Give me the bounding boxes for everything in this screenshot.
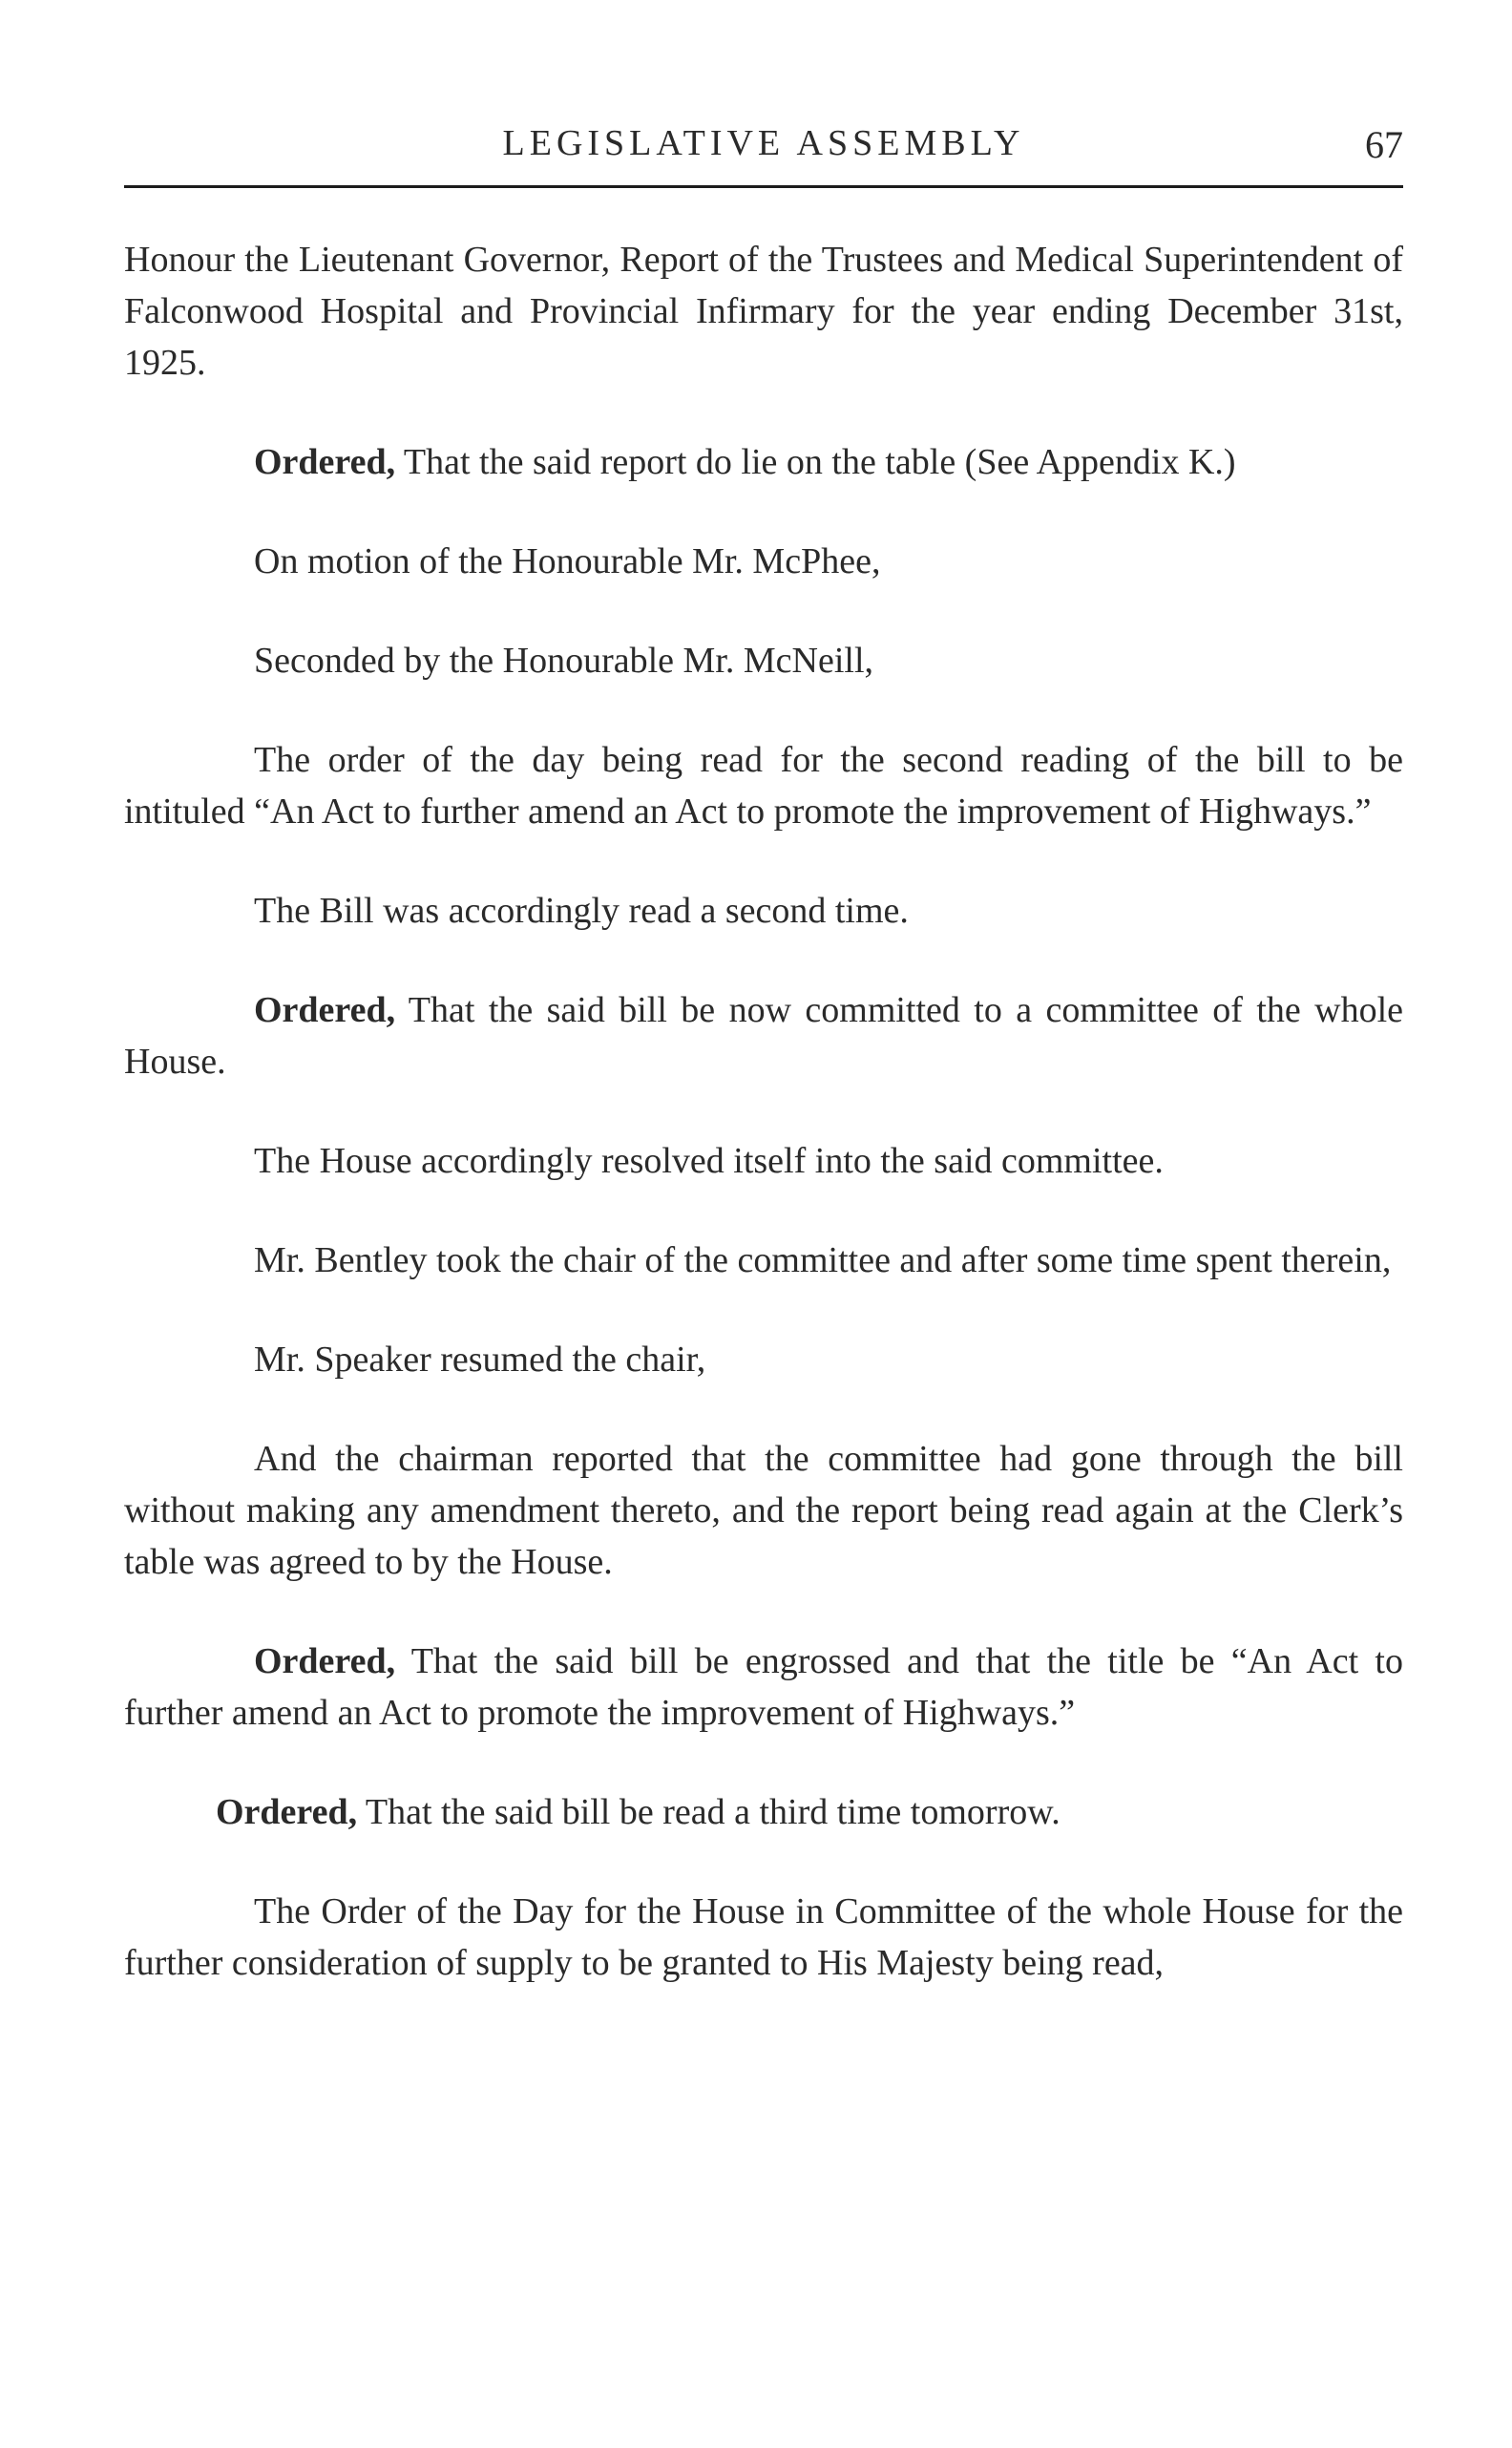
body-text [124, 234, 1403, 2036]
page-number: 67 [1365, 123, 1403, 166]
paragraph-supply-order [124, 1886, 1403, 1989]
paragraph-text: That the said report do lie on the table (See Appendix K.) [395, 442, 1236, 482]
paragraph-text: The order of the day being read for the second reading of the bill to be intituled “An Act to further amend an Act to promote the improvement of Highways.” [124, 740, 1403, 832]
paragraph-text: That the said bill be engrossed and that the title be “An Act to further amend an Act to promote the improvement of Highways.” [124, 1641, 1403, 1733]
paragraph-ordered-committed [124, 984, 1403, 1087]
paragraph-text: Mr. Bentley took the chair of the committee and after some time spent therein, [254, 1240, 1392, 1280]
running-head [124, 122, 1403, 170]
ordered-label: Ordered, [254, 442, 396, 482]
paragraph-resolved-committee [124, 1135, 1403, 1187]
paragraph-seconded [124, 635, 1403, 686]
ordered-label: Ordered, [254, 990, 396, 1030]
paragraph-chairman-reported [124, 1433, 1403, 1588]
ordered-label: Ordered, [254, 1641, 396, 1681]
paragraph-text: The Bill was accordingly read a second time. [254, 891, 909, 931]
paragraph-text: On motion of the Honourable Mr. McPhee, [254, 541, 881, 581]
paragraph-ordered-report-table [124, 436, 1403, 488]
paragraph-bentley-chair [124, 1235, 1403, 1286]
paragraph-second-reading [124, 885, 1403, 937]
paragraph-ordered-engrossed [124, 1636, 1403, 1739]
paragraph-text: And the chairman reported that the committee had gone through the bill without making any amendment thereto, and the report being read again at the Clerk’s table was agreed to by the House. [124, 1439, 1403, 1582]
paragraph-motion [124, 536, 1403, 587]
paragraph-text: That the said bill be read a third time tomorrow. [357, 1792, 1060, 1832]
paragraph-report-continuation [124, 234, 1403, 389]
paragraph-text: Seconded by the Honourable Mr. McNeill, [254, 641, 874, 681]
header-rule [124, 185, 1403, 188]
paragraph-text: Honour the Lieutenant Governor, Report of the Trustees and Medical Superintendent of Falconwood Hospital and Provincial Infirmary for the year ending December 31st, 1925. [124, 240, 1403, 383]
paragraph-ordered-third-reading [124, 1786, 1403, 1838]
paragraph-text: Mr. Speaker resumed the chair, [254, 1340, 706, 1380]
paragraph-order-of-day [124, 734, 1403, 837]
ordered-label: Ordered, [216, 1792, 358, 1832]
document-page [124, 0, 1403, 2448]
paragraph-text: The Order of the Day for the House in Committee of the whole House for the further consideration of supply to be granted to His Majesty being read, [124, 1891, 1403, 1983]
paragraph-text: That the said bill be now committed to a committee of the whole House. [124, 990, 1403, 1082]
paragraph-speaker-resumed [124, 1334, 1403, 1385]
running-title: LEGISLATIVE ASSEMBLY [502, 123, 1025, 163]
paragraph-text: The House accordingly resolved itself into the said committee. [254, 1141, 1164, 1181]
